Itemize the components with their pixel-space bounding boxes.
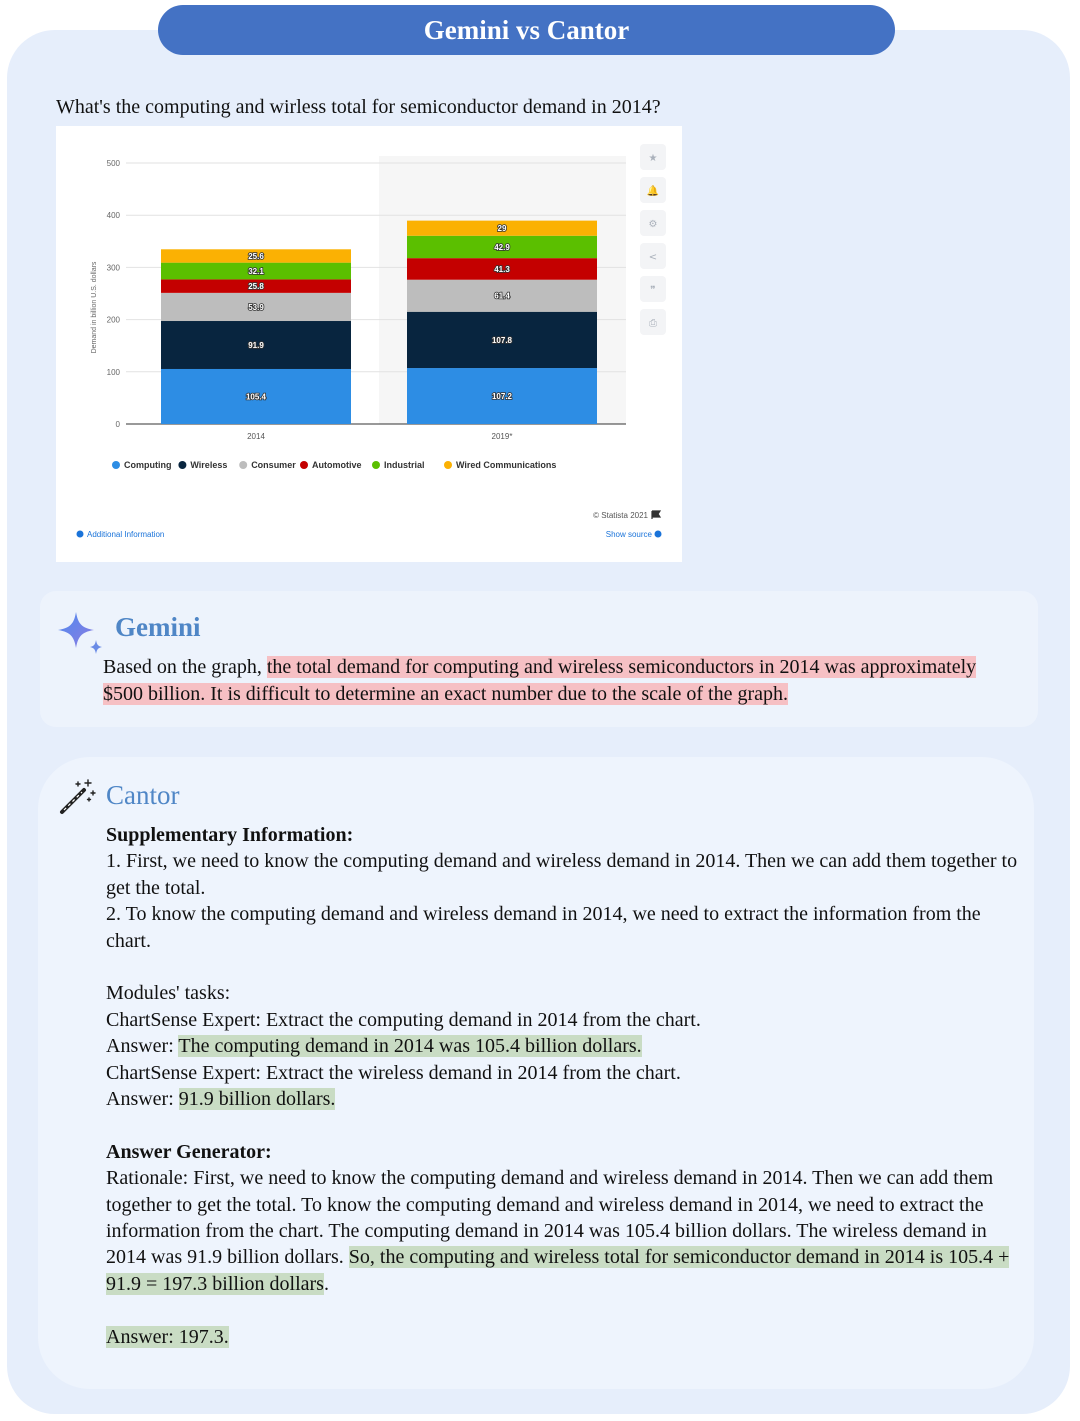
supp-heading: Supplementary Information: [106, 824, 354, 846]
stacked-bar-chart [56, 126, 682, 562]
legend-entry: Wireless [190, 460, 228, 470]
y-tick-label: 200 [106, 315, 120, 325]
task-1: ChartSense Expert: Extract the computing demand in 2014 from the chart. [106, 1008, 701, 1031]
gemini-sparkle-icon [56, 610, 106, 658]
supp-point-1: 1. First, we need to know the computing demand and wireless demand in 2014. Then we can add them together to get the total. [106, 850, 1018, 899]
y-axis-label: Demand in billion U.S. dollars [91, 261, 98, 354]
gemini-response-highlight: the total demand for computing and wireless semiconductors in 2014 was approximately $500 billion. It is difficult to determine an exact number due to the scale of the graph. [103, 656, 977, 705]
cantor-response [106, 822, 1021, 1350]
magic-wand-icon [58, 776, 98, 816]
legend-marker [444, 461, 452, 469]
chart-card [56, 126, 682, 562]
answer-2: 91.9 billion dollars. [178, 1088, 336, 1111]
info-icon [77, 531, 84, 538]
legend-entry: Industrial [384, 460, 425, 470]
data-label: 53.9 [248, 302, 264, 312]
legend-marker [300, 461, 308, 469]
y-tick-label: 400 [106, 211, 120, 221]
data-label: 61.4 [494, 291, 510, 301]
rationale-highlight: So, the computing and wireless total for semiconductor demand in 2014 is 105.4 + 91.9 = 197.3 billion dollars [106, 1246, 1010, 1295]
data-label: 32.1 [248, 267, 264, 277]
gemini-title: Gemini [115, 612, 201, 642]
legend-entry: Computing [124, 460, 172, 470]
data-label: 107.2 [491, 392, 513, 402]
data-label: 42.9 [494, 242, 510, 252]
answer-1-line [106, 1033, 1021, 1059]
legend-entry: Wired Communications [456, 460, 557, 470]
task-2: ChartSense Expert: Extract the wireless demand in 2014 from the chart. [106, 1061, 681, 1084]
gemini-response [103, 654, 1003, 708]
cantor-title: Cantor [106, 780, 180, 810]
y-tick-label: 0 [115, 420, 120, 429]
share-icon[interactable]: < [648, 252, 658, 263]
generator-heading: Answer Generator: [106, 1140, 272, 1163]
rationale [106, 1165, 1021, 1297]
data-label: 29 [497, 224, 507, 234]
answer-2-line [106, 1086, 1021, 1112]
show-source-link[interactable]: Show source [605, 530, 652, 539]
x-tick-label: 2019* [491, 432, 513, 441]
legend-entry: Consumer [251, 460, 296, 470]
legend-entry: Automotive [312, 460, 362, 470]
data-label: 107.8 [491, 335, 513, 345]
data-label: 105.4 [245, 392, 267, 402]
page-title: Gemini vs Cantor [158, 5, 895, 55]
y-tick-label: 500 [106, 159, 120, 168]
additional-info-link[interactable]: Additional Information [87, 530, 165, 539]
rationale-plain: Rationale: First, we need to know the computing demand and wireless demand in 2014. Then we can add them together to get the total. To know the computing demand and wireless demand in 2014, we need to extract the information from the chart. The computing demand in 2014 was 105.4 billion dollars. The wireless demand in 2014 was 91.9 billion dollars. [106, 1167, 994, 1269]
data-label: 41.3 [494, 264, 510, 274]
rationale-end: . [323, 1272, 329, 1295]
legend-marker [112, 461, 120, 469]
quote-icon[interactable]: ❞ [650, 285, 656, 296]
print-icon[interactable]: ⎙ [649, 318, 657, 329]
legend-marker [178, 461, 186, 469]
flag-icon[interactable] [652, 511, 660, 519]
source-credit: © Statista 2021 [593, 511, 648, 520]
gemini-response-plain: Based on the graph, [103, 656, 267, 678]
answer-1: The computing demand in 2014 was 105.4 billion dollars. [178, 1035, 642, 1058]
bell-icon[interactable]: 🔔 [646, 186, 660, 197]
data-label: 25.8 [248, 282, 264, 292]
x-tick-label: 2014 [247, 432, 265, 441]
star-icon[interactable]: ★ [648, 153, 658, 164]
modules-heading: Modules' tasks: [106, 982, 231, 1005]
final-answer: Answer: 197.3. [106, 1325, 229, 1348]
info-icon [655, 531, 662, 538]
supp-point-2: 2. To know the computing demand and wireless demand in 2014, we need to extract the information from the chart. [106, 903, 981, 952]
data-label: 25.6 [248, 251, 264, 261]
legend-marker [372, 461, 380, 469]
y-tick-label: 300 [106, 263, 120, 273]
gear-icon[interactable]: ⚙ [648, 219, 658, 230]
y-tick-label: 100 [106, 367, 120, 377]
answer-label: Answer: [106, 1035, 179, 1058]
question-text: What's the computing and wirless total for semiconductor demand in 2014? [56, 96, 661, 118]
data-label: 91.9 [248, 340, 264, 350]
legend-marker [239, 461, 247, 469]
answer-label: Answer: [106, 1088, 179, 1111]
